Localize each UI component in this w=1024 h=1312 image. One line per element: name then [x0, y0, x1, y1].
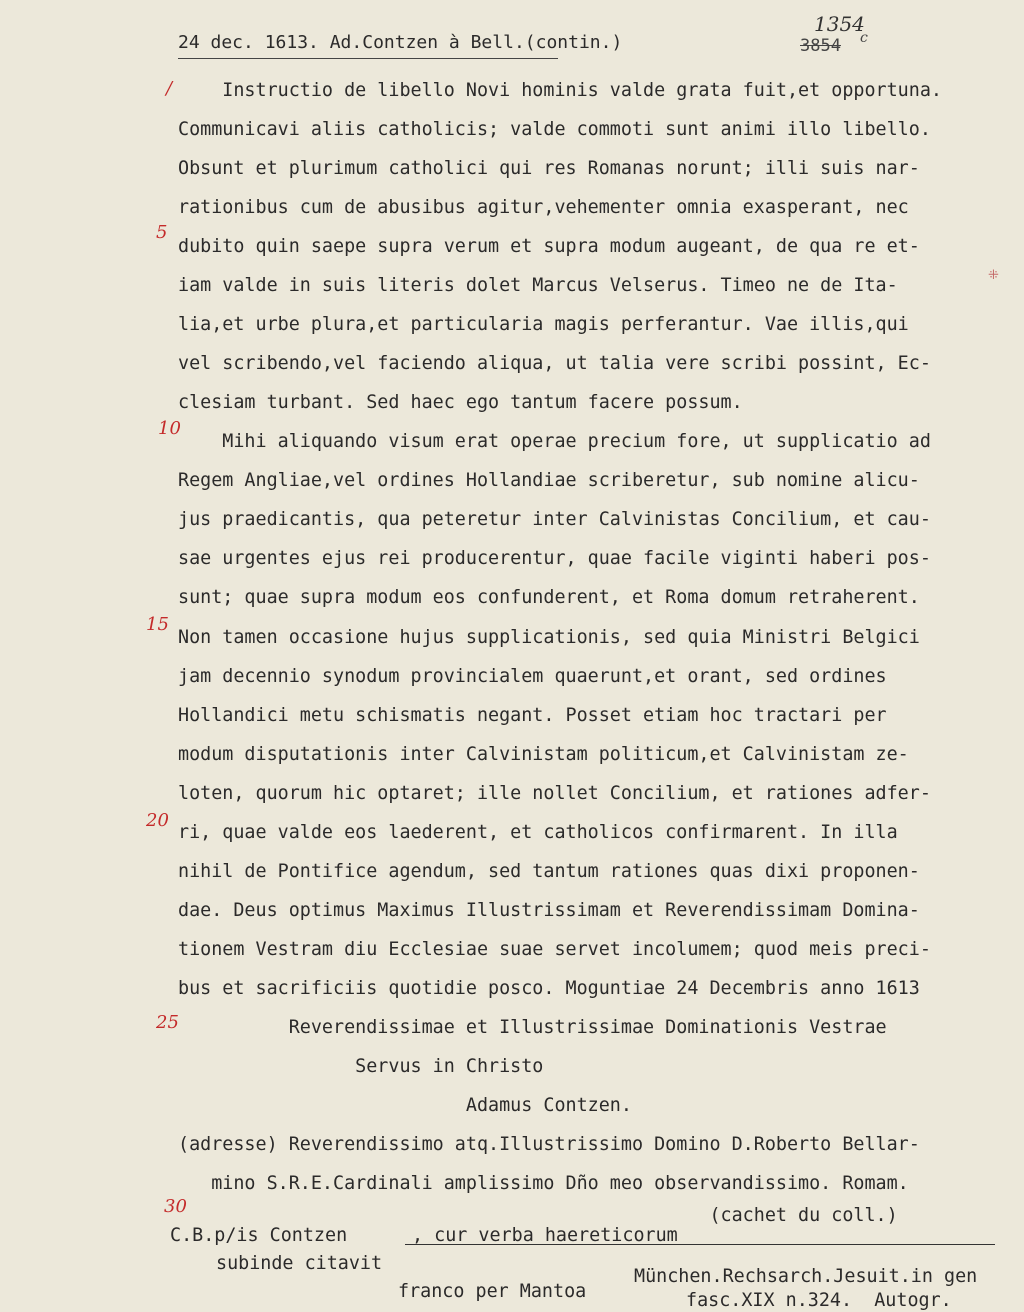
- text-line: sunt; quae supra modum eos confunderent, et Roma domum retraherent.: [178, 587, 920, 608]
- footer-note-line-1: C.B.p/is Contzen: [170, 1225, 348, 1246]
- text-line: mino S.R.E.Cardinali amplissimo Dño meo observandissimo. Romam.: [178, 1173, 909, 1194]
- text-line: jam decennio synodum provincialem quaerunt,et orant, sed ordines: [178, 666, 887, 687]
- text-line: Regem Angliae,vel ordines Hollandiae scriberetur, sub nomine alicu-: [178, 470, 920, 491]
- line-number-marker: 30: [164, 1196, 187, 1217]
- text-line: ri, quae valde eos laederent, et catholicos confirmarent. In illa: [178, 822, 898, 843]
- footer-note-line-3: franco per Mantoa: [398, 1281, 587, 1302]
- line-number-marker: 10: [158, 418, 181, 439]
- text-line: iam valde in suis literis dolet Marcus Velserus. Timeo ne de Ita-: [178, 275, 898, 296]
- folio-number-new: 1354: [814, 12, 865, 36]
- text-line: Adamus Contzen.: [178, 1095, 632, 1116]
- text-line: (cachet du coll.): [178, 1205, 898, 1226]
- text-line: Instructio de libello Novi hominis valde grata fuit,et opportuna.: [178, 80, 942, 101]
- text-line: (adresse) Reverendissimo atq.Illustrissimo Domino D.Roberto Bellar-: [178, 1134, 920, 1155]
- line-number-marker: 25: [156, 1012, 179, 1033]
- text-line: dae. Deus optimus Maximus Illustrissimam et Reverendissimam Domina-: [178, 900, 920, 921]
- line-number-marker: 20: [146, 810, 169, 831]
- text-line: nihil de Pontifice agendum, sed tantum rationes quas dixi proponen-: [178, 861, 920, 882]
- line-number-marker: 15: [146, 614, 169, 635]
- text-line: vel scribendo,vel faciendo aliqua, ut talia vere scribi possint, Ec-: [178, 353, 931, 374]
- text-line: Hollandici metu schismatis negant. Posset etiam hoc tractari per: [178, 705, 887, 726]
- text-line: Obsunt et plurimum catholici qui res Romanas norunt; illi suis nar-: [178, 158, 920, 179]
- text-line: dubito quin saepe supra verum et supra modum augeant, de qua re et-: [178, 236, 920, 257]
- text-line: loten, quorum hic optaret; ille nollet Concilium, et rationes adfer-: [178, 783, 931, 804]
- text-line: bus et sacrificiis quotidie posco. Moguntiae 24 Decembris anno 1613: [178, 978, 920, 999]
- text-line: Communicavi aliis catholicis; valde commoti sunt animi illo libello.: [178, 119, 931, 140]
- page-header: 24 dec. 1613. Ad.Contzen à Bell.(contin.): [178, 32, 623, 53]
- margin-annotation-mark: ⁜: [988, 268, 999, 283]
- footer-note-line-1b: , cur verba haereticorum: [412, 1225, 678, 1246]
- text-line: Non tamen occasione hujus supplicationis, sed quia Ministri Belgici: [178, 627, 920, 648]
- folio-suffix: c: [860, 30, 868, 46]
- line-number-marker: 5: [156, 222, 168, 243]
- text-line: tionem Vestram diu Ecclesiae suae servet incolumem; quod meis preci-: [178, 939, 931, 960]
- text-line: Servus in Christo: [178, 1056, 544, 1077]
- text-line: modum disputationis inter Calvinistam politicum,et Calvinistam ze-: [178, 744, 909, 765]
- footer-note-line-2: subinde citavit: [216, 1253, 383, 1274]
- text-line: jus praedicantis, qua peteretur inter Calvinistas Concilium, et cau-: [178, 509, 931, 530]
- folio-number-old: 3854: [800, 36, 841, 56]
- line-number-marker: /: [166, 78, 173, 99]
- text-line: lia,et urbe plura,et particularia magis perferantur. Vae illis,qui: [178, 314, 909, 335]
- text-line: clesiam turbant. Sed haec ego tantum facere possum.: [178, 392, 743, 413]
- text-line: sae urgentes ejus rei producerentur, quae facile viginti haberi pos-: [178, 548, 931, 569]
- archive-reference-line-2: fasc.XIX n.324. Autogr.: [686, 1290, 952, 1311]
- text-line: rationibus cum de abusibus agitur,vehementer omnia exasperant, nec: [178, 197, 909, 218]
- text-line: Mihi aliquando visum erat operae precium fore, ut supplicatio ad: [178, 431, 931, 452]
- text-line: Reverendissimae et Illustrissimae Dominationis Vestrae: [178, 1017, 887, 1038]
- archive-reference-line-1: München.Rechsarch.Jesuit.in gen: [634, 1266, 978, 1287]
- header-rule: [178, 58, 558, 59]
